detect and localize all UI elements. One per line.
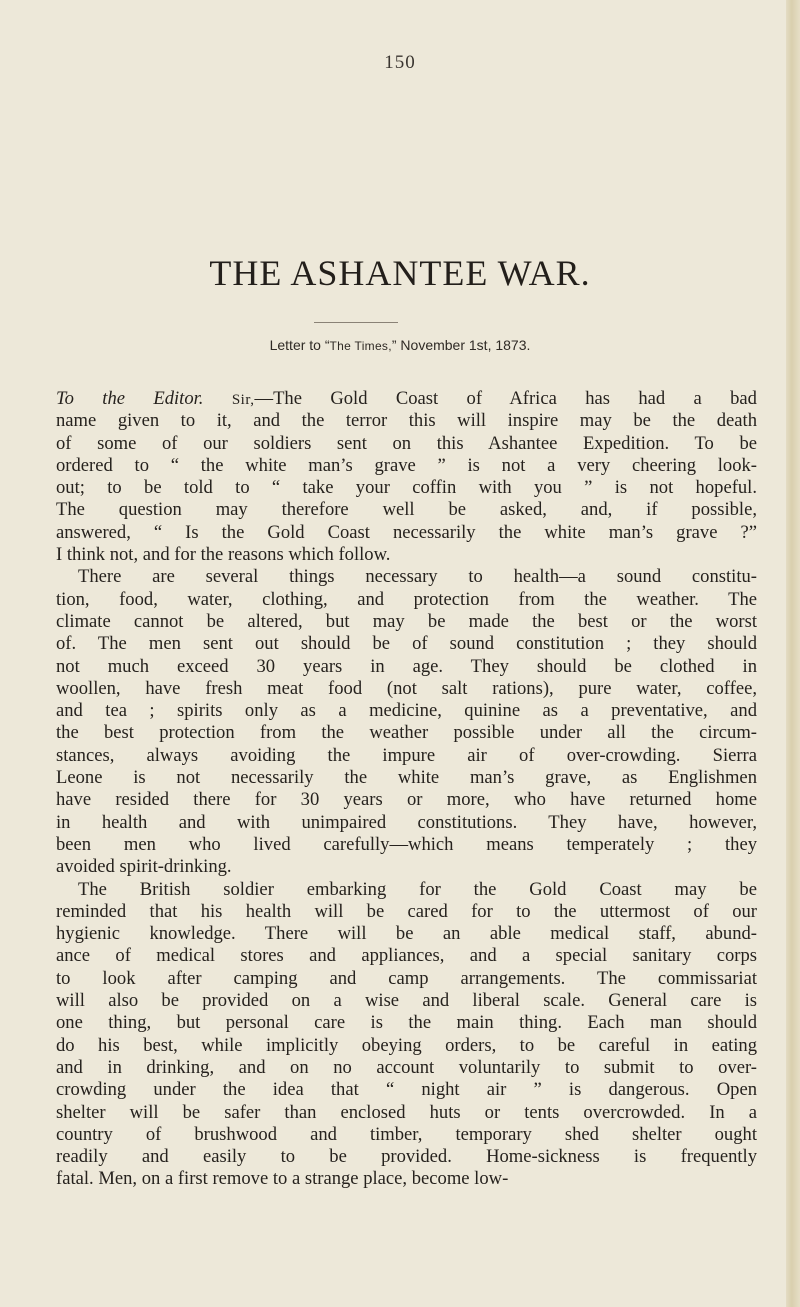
text-line: The question may therefore well be asked, and, if possible, [56, 499, 757, 521]
letter-subtitle [0, 337, 800, 353]
text-line: name given to it, and the terror this will inspire may be the death [56, 410, 757, 432]
text-line: will also be provided on a wise and liberal scale. General care is [56, 990, 757, 1012]
text-line: To the Editor. Sir,—The Gold Coast of Africa has had a bad [56, 388, 757, 409]
page-title: THE ASHANTEE WAR. [209, 253, 591, 293]
text-line: out; to be told to “ take your coffin with you ” is not hopeful. [56, 477, 757, 499]
salutation-italic: To the Editor. [56, 388, 204, 409]
salutation-sir: Sir, [231, 392, 255, 408]
text-line: tion, food, water, clothing, and protection from the weather. The [56, 588, 757, 610]
text-line: ance of medical stores and appliances, and a special sanitary corps [56, 945, 757, 967]
text-line: stances, always avoiding the impure air of over-crowding. Sierra [56, 744, 757, 766]
title-divider [314, 322, 398, 323]
text-line: have resided there for 30 years or more, who have returned home [56, 789, 757, 811]
text-line: and tea ; spirits only as a medicine, quinine as a preventative, and [56, 700, 757, 722]
text-line: climate cannot be altered, but may be made the best or the worst [56, 610, 757, 632]
text-line: crowding under the idea that “ night air ” is dangerous. Open [56, 1079, 757, 1101]
text-line: I think not, and for the reasons which follow. [56, 544, 391, 566]
text-line: answered, “ Is the Gold Coast necessarily the white man’s grave ?” [56, 521, 757, 543]
text-line: fatal. Men, on a first remove to a strange place, become low- [56, 1168, 509, 1190]
text-line: hygienic knowledge. There will be an able medical staff, abund- [56, 923, 757, 945]
text-line: readily and easily to be provided. Home-sickness is frequently [56, 1146, 757, 1168]
text-line: been men who lived carefully—which means temperately ; they [56, 833, 757, 855]
text-line: to look after camping and camp arrangements. The commissariat [56, 967, 757, 989]
text-line: ordered to “ the white man’s grave ” is not a very cheering look- [56, 454, 757, 476]
letter-body [56, 388, 757, 1191]
text-line: of some of our soldiers sent on this Ashantee Expedition. To be [56, 432, 757, 454]
text-line: of. The men sent out should be of sound constitution ; they should [56, 633, 757, 655]
page-number: 150 [384, 52, 416, 73]
text-line: not much exceed 30 years in age. They should be clothed in [56, 655, 757, 677]
text-line: shelter will be safer than enclosed huts or tents overcrowded. In a [56, 1101, 757, 1123]
text-line: woollen, have fresh meat food (not salt rations), pure water, coffee, [56, 677, 757, 699]
text-line: in health and with unimpaired constitutions. They have, however, [56, 811, 757, 833]
text-line: the best protection from the weather possible under all the circum- [56, 722, 757, 744]
subtitle-newspaper: The Times, [329, 339, 392, 353]
text-line: one thing, but personal care is the main thing. Each man should [56, 1012, 757, 1034]
text-line: do his best, while implicitly obeying orders, to be careful in eating [56, 1034, 757, 1056]
subtitle-suffix: ” November 1st, 1873. [391, 337, 531, 353]
page-edge-shadow [786, 0, 800, 1307]
text-line: There are several things necessary to health—a sound constitu- [78, 566, 757, 588]
text-line: Leone is not necessarily the white man’s grave, as Englishmen [56, 767, 757, 789]
text-line: and in drinking, and on no account voluntarily to submit to over- [56, 1056, 757, 1078]
text-line: reminded that his health will be cared for to the uttermost of our [56, 900, 757, 922]
subtitle-prefix: Letter to “ [269, 337, 330, 353]
text-line: avoided spirit-drinking. [56, 856, 232, 878]
text-line: country of brushwood and timber, temporary shed shelter ought [56, 1123, 757, 1145]
text-line: The British soldier embarking for the Gold Coast may be [78, 878, 757, 900]
